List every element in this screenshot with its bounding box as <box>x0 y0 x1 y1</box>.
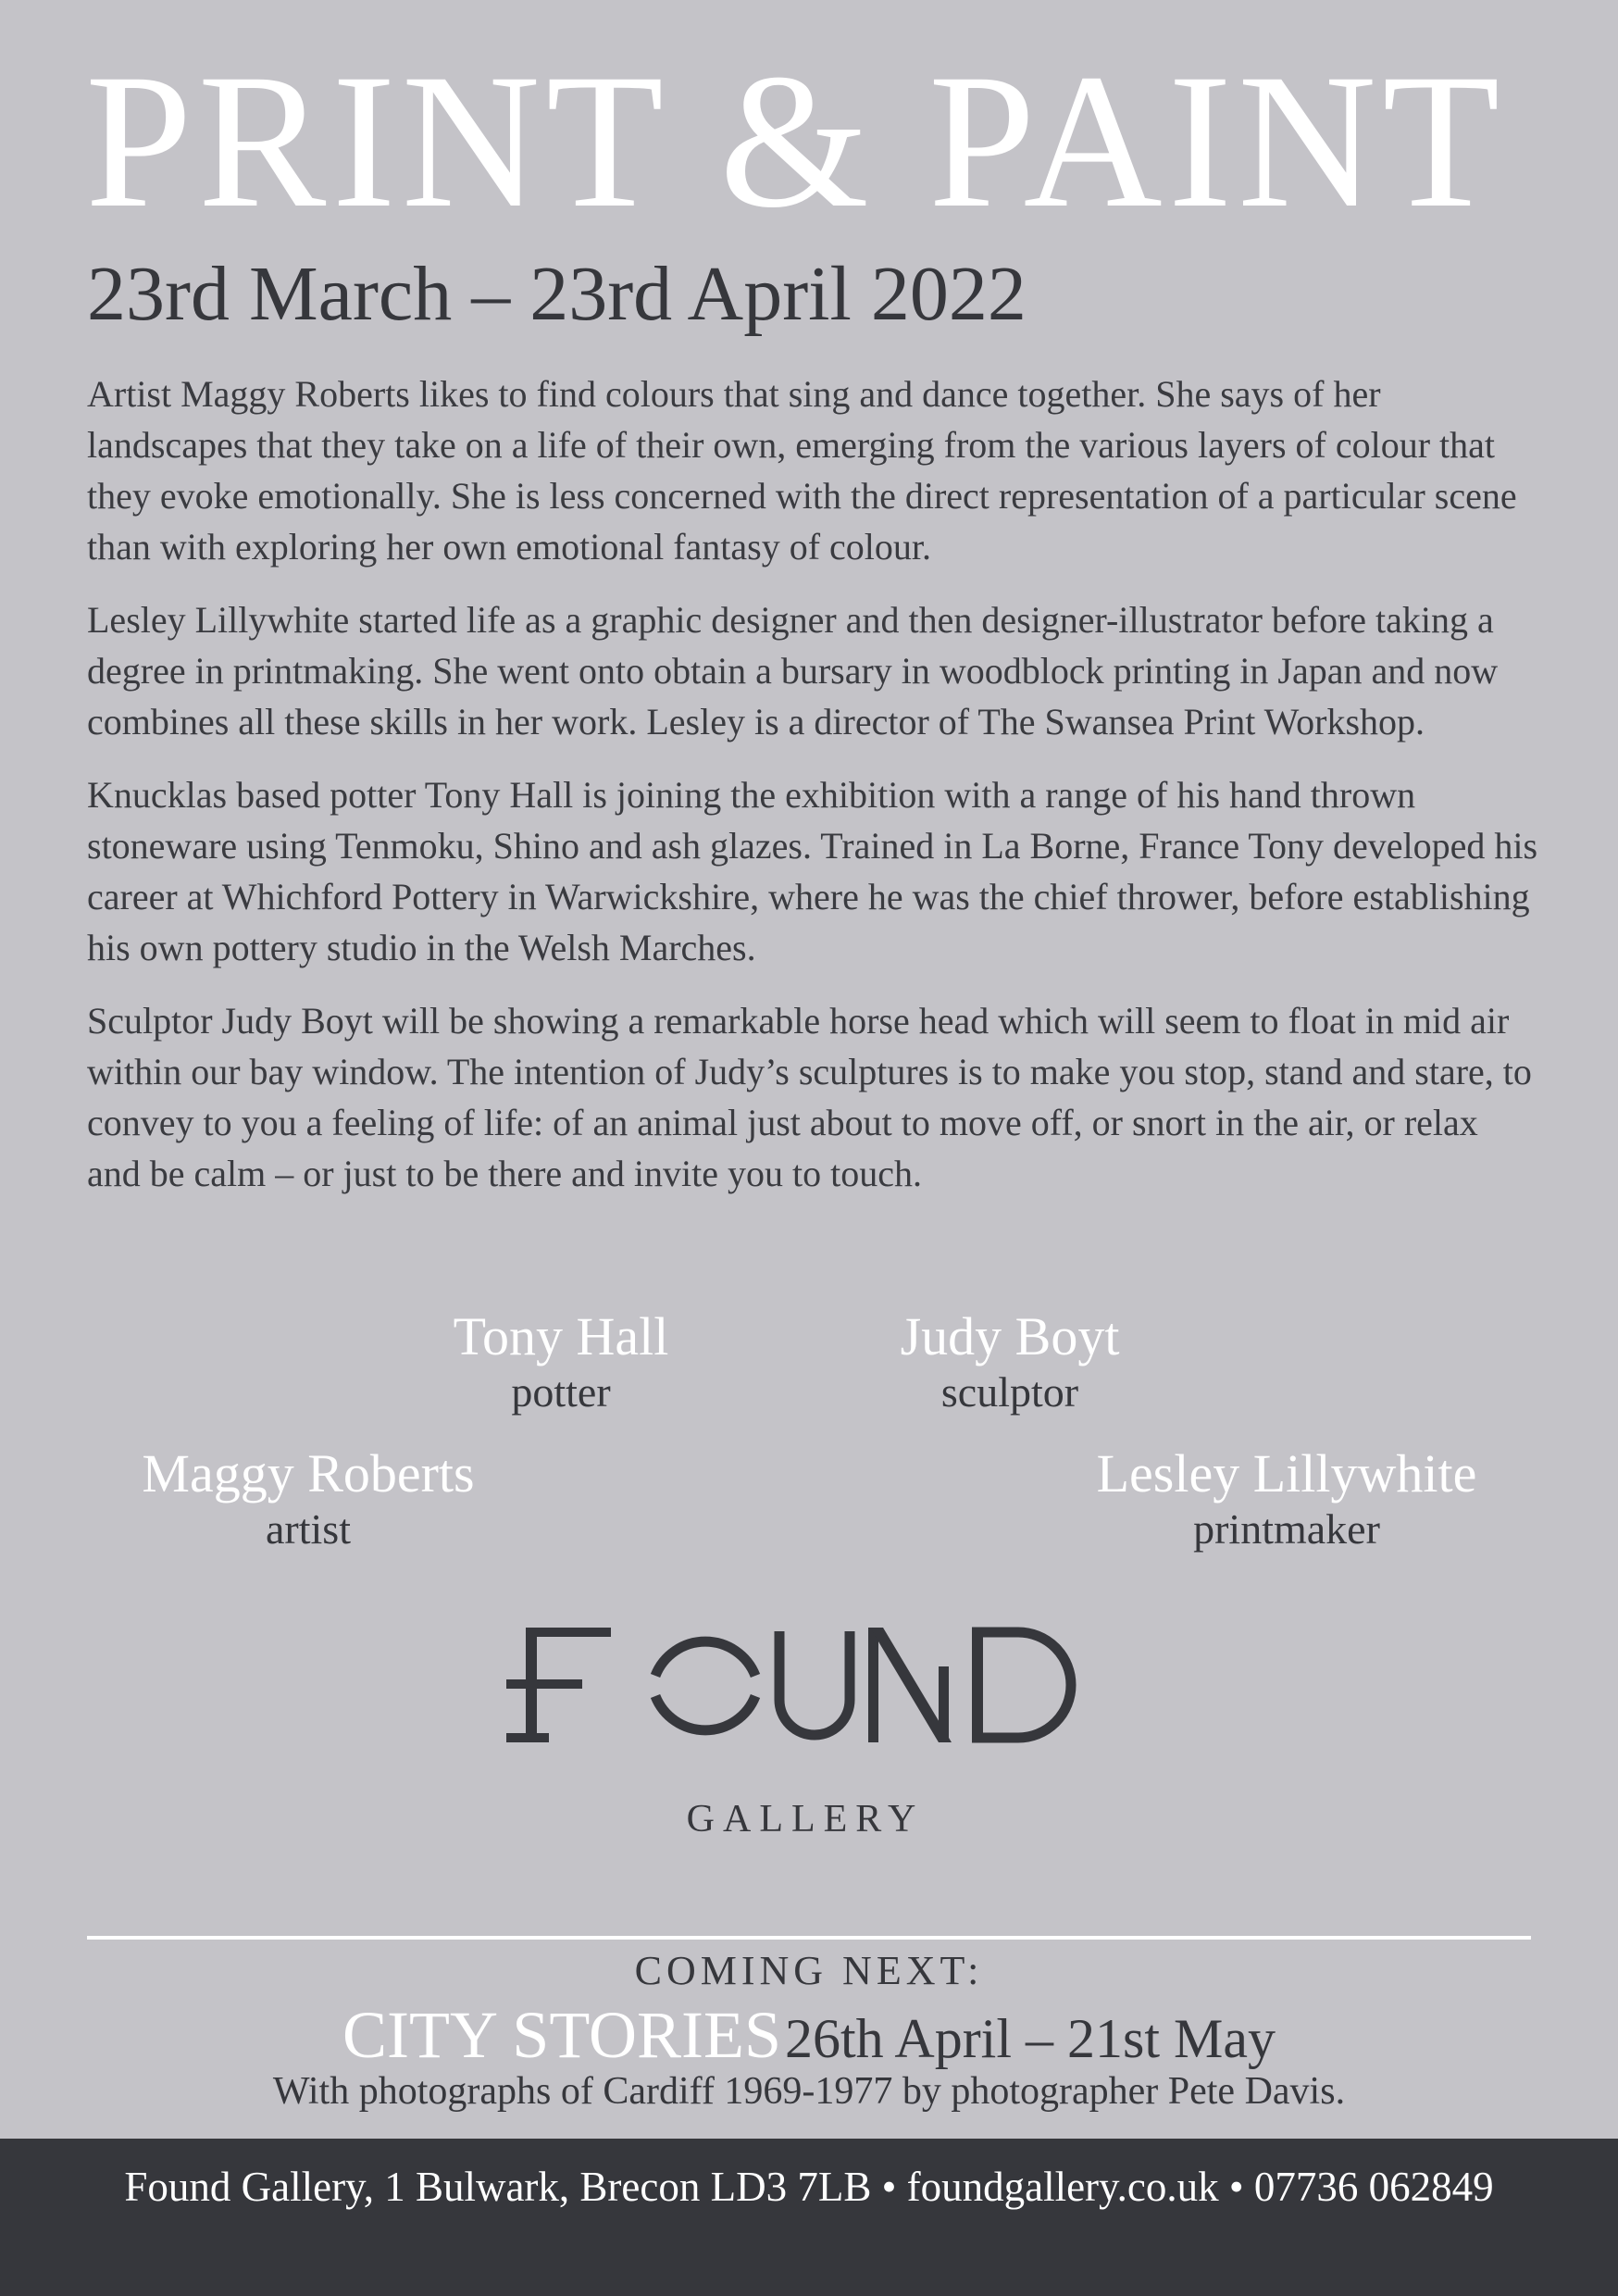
artist-role: artist <box>266 1505 351 1553</box>
artist-name: Judy Boyt <box>900 1306 1120 1366</box>
exhibition-dates: 23rd March – 23rd April 2022 <box>87 251 1027 337</box>
logo-letter-o <box>655 1641 755 1730</box>
artist-name: Maggy Roberts <box>142 1443 475 1504</box>
footer <box>0 2139 1618 2296</box>
artist-role: potter <box>511 1368 611 1416</box>
coming-next-description: With photographs of Cardiff 1969-1977 by photographer Pete Davis. <box>272 2070 1346 2113</box>
coming-next-dates: 26th April – 21st May <box>785 2008 1276 2069</box>
logo-letter-f <box>506 1628 611 1742</box>
artist-lesley-lillywhite <box>1046 1444 1527 1555</box>
artist-tony-hall <box>320 1307 802 1418</box>
logo-gallery-text: GALLERY <box>686 1798 925 1841</box>
paragraph-tony-hall: Knucklas based potter Tony Hall is joining the exhibition with a range of his hand thrown stoneware using Tenmoku, Shino and ash glazes. Trained in La Borne, France Tony developed his career at Whichford Pottery in Warwickshire, where he was the chief thrower, before establishing his own pottery studio in the Welsh Marches. <box>87 774 1538 968</box>
paragraph-maggy-roberts: Artist Maggy Roberts likes to find colours that sing and dance together. She says of her landscapes that they take on a life of their own, emerging from the various layers of colour that they evoke emotionally. She is less concerned with the direct representation of a particular scene than with exploring her own emotional fantasy of colour. <box>87 373 1517 568</box>
artist-name: Lesley Lillywhite <box>1096 1443 1477 1504</box>
logo-letter-d <box>972 1628 1071 1742</box>
coming-next-title: CITY STORIES <box>342 1998 782 2072</box>
artist-role: sculptor <box>940 1368 1079 1416</box>
divider-line <box>87 1936 1531 1940</box>
coming-next-label: COMING NEXT: <box>634 1948 984 1993</box>
paragraph-judy-boyt: Sculptor Judy Boyt will be showing a remarkable horse head which will seem to float in mid air within our bay window. The intention of Judy’s sculptures is to make you stop, stand and stare, to convey to you a feeling of life: of an animal just about to move off, or snort in the air, or relax and be calm – or just to be there and invite you to touch. <box>87 1000 1532 1194</box>
artist-maggy-roberts <box>68 1444 549 1555</box>
description-text <box>87 368 1540 1221</box>
exhibition-title: PRINT & PAINT <box>85 34 1506 247</box>
artist-judy-boyt <box>769 1307 1251 1418</box>
artist-name: Tony Hall <box>453 1306 669 1366</box>
logo-letter-u <box>779 1631 850 1735</box>
footer-contact: Found Gallery, 1 Bulwark, Brecon LD3 7LB • foundgallery.co.uk • 07736 062849 <box>124 2164 1494 2210</box>
artist-role: printmaker <box>1193 1505 1380 1553</box>
paragraph-lesley-lillywhite: Lesley Lillywhite started life as a graphic designer and then designer-illustrator before taking a degree in printmaking. She went onto obtain a bursary in woodblock printing in Japan and now combines all these skills in her work. Lesley is a director of The Swansea Print Workshop. <box>87 599 1499 742</box>
found-gallery-logo <box>500 1611 1111 1852</box>
logo-letter-n <box>868 1628 952 1742</box>
